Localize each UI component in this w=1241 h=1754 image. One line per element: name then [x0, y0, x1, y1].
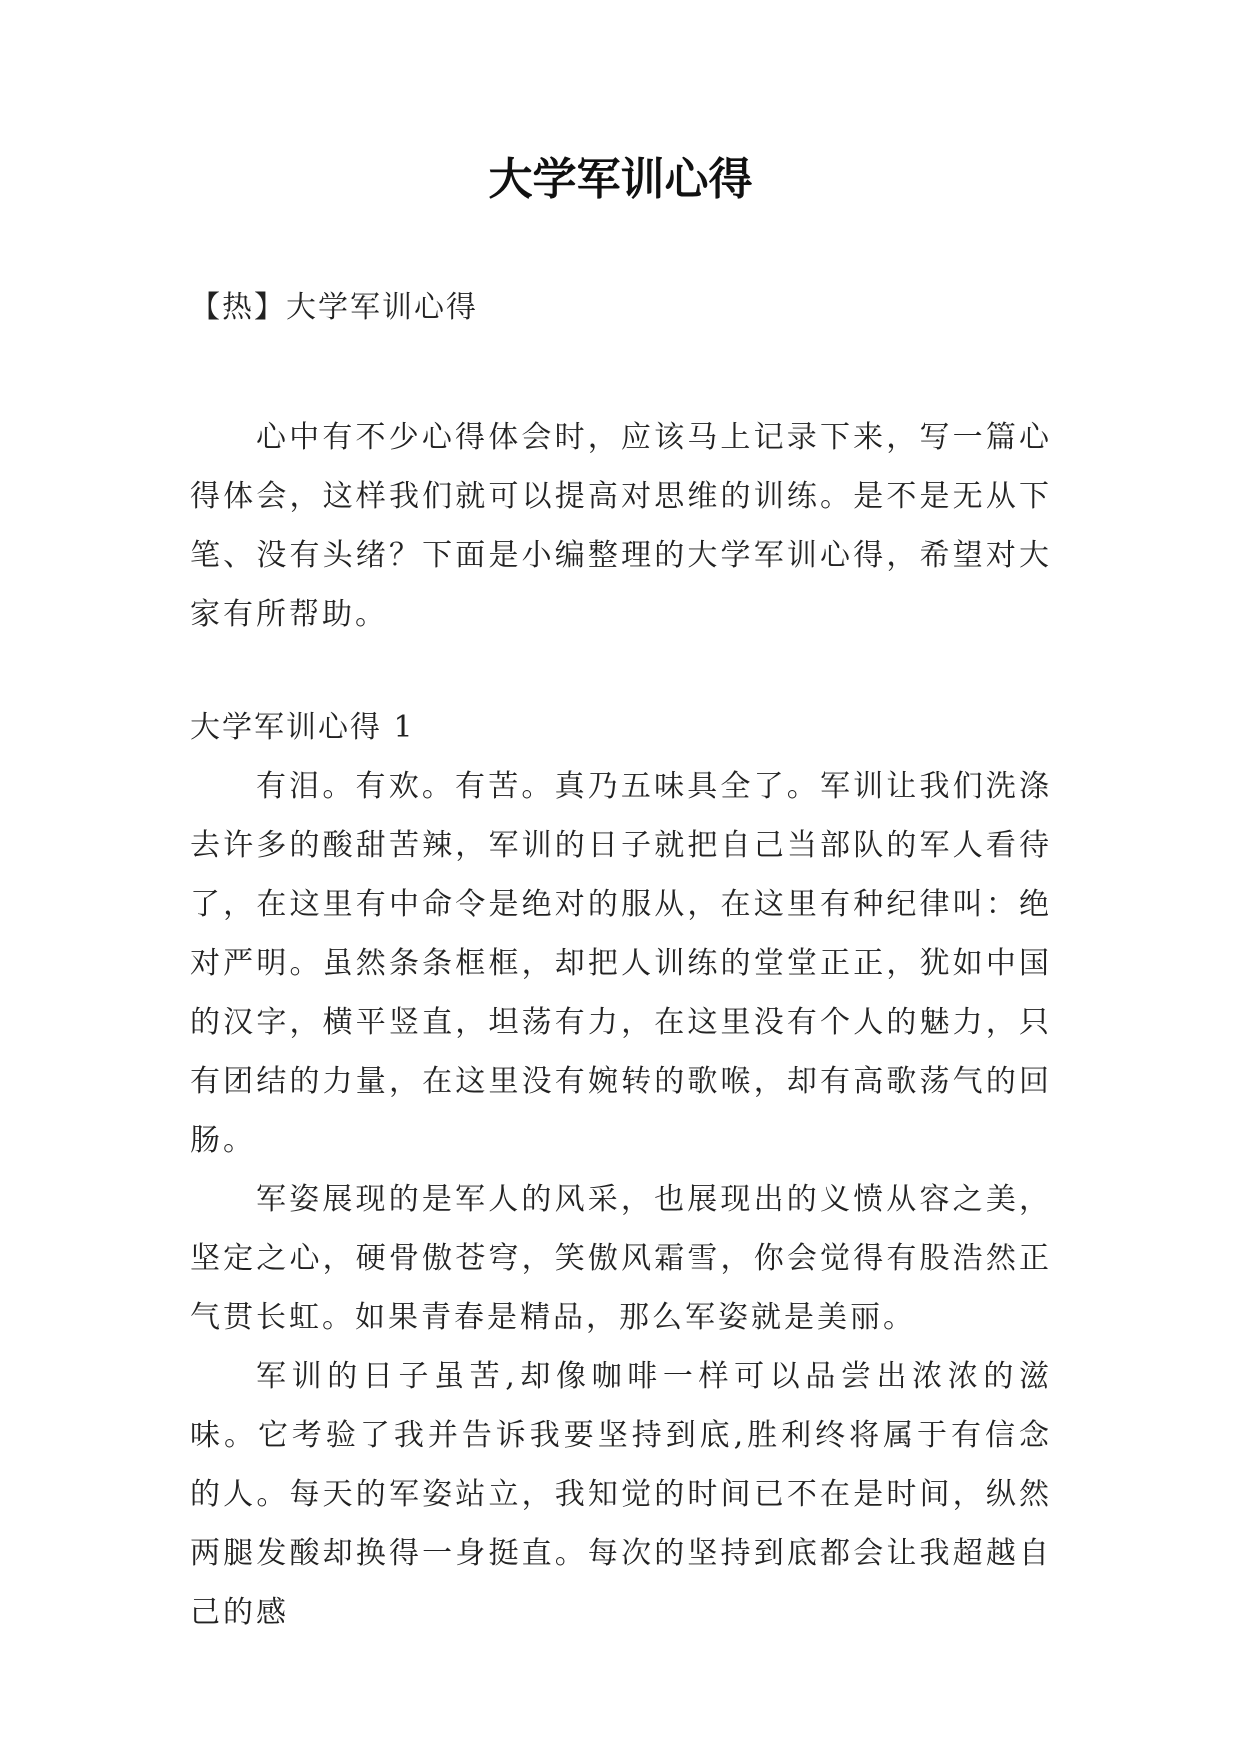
body-paragraph: 军训的日子虽苦,却像咖啡一样可以品尝出浓浓的滋味。它考验了我并告诉我要坚持到底,胜利终将属于有信念的人。每天的军姿站立，我知觉的时间已不在是时间，纵然两腿发酸却换得一身挺直。每次的坚持到底都会让我超越自己的感 — [190, 1359, 1052, 1630]
section-heading: 大学军训心得 1 — [190, 710, 415, 745]
intro-block — [190, 408, 1052, 644]
intro-paragraph: 心中有不少心得体会时，应该马上记录下来，写一篇心得体会，这样我们就可以提高对思维的训练。是不是无从下笔、没有头绪？下面是小编整理的大学军训心得，希望对大家有所帮助。 — [190, 420, 1052, 632]
document-subtitle: 【热】大学军训心得 — [190, 290, 478, 325]
body-paragraph: 军姿展现的是军人的风采，也展现出的义愤从容之美，坚定之心，硬骨傲苍穹，笑傲风霜雪，你会觉得有股浩然正气贯长虹。如果青春是精品，那么军姿就是美丽。 — [190, 1182, 1052, 1335]
section-1 — [190, 698, 1052, 1642]
document-title: 大学军训心得 — [488, 154, 753, 205]
body-paragraph: 有泪。有欢。有苦。真乃五味具全了。军训让我们洗涤去许多的酸甜苦辣，军训的日子就把自己当部队的军人看待了，在这里有中命令是绝对的服从，在这里有种纪律叫：绝对严明。虽然条条框框，却把人训练的堂堂正正，犹如中国的汉字，横平竖直，坦荡有力，在这里没有个人的魅力，只有团结的力量，在这里没有婉转的歌喉，却有高歌荡气的回肠。 — [190, 769, 1052, 1158]
